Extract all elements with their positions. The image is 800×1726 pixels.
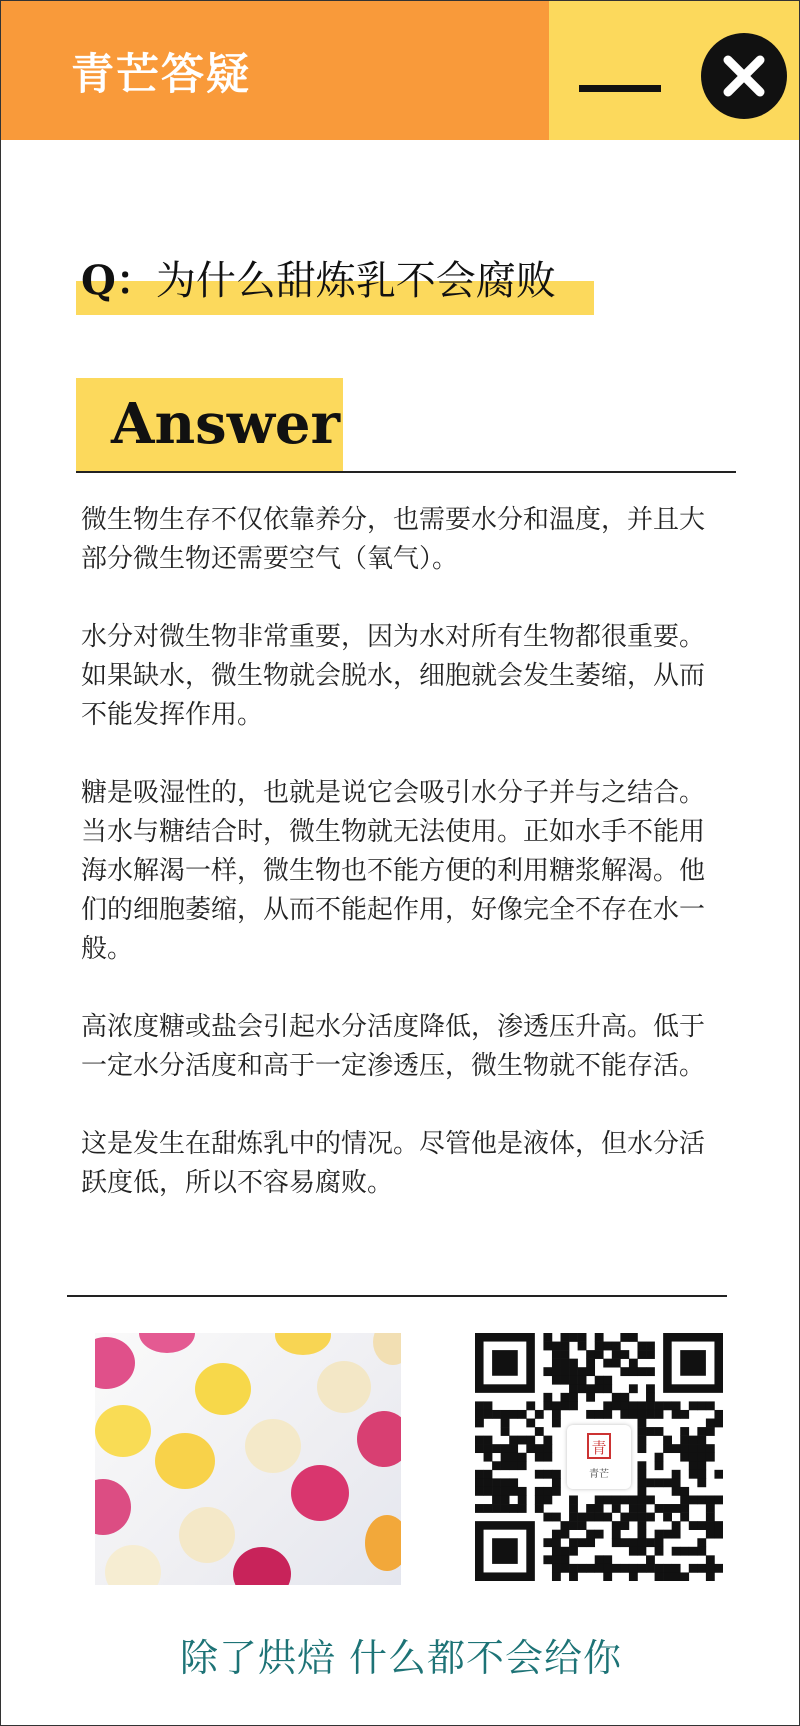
answer-paragraph: 糖是吸湿性的，也就是说它会吸引水分子并与之结合。当水与糖结合时，微生物就无法使用。正如水手不能用海水解渴一样，微生物也不能方便的利用糖浆解渴。他们的细胞萎缩，从而不能起作用，好像完全不存在水一般。 — [81, 778, 706, 964]
header-title-panel — [1, 1, 549, 140]
minimize-button[interactable] — [579, 71, 661, 103]
question-prefix: Q： — [81, 257, 156, 304]
seal-icon: 青 — [587, 1433, 611, 1459]
answer-heading: Answer — [111, 391, 341, 457]
answer-paragraph: 这是发生在甜炼乳中的情况。尽管他是液体，但水分活跃度低，所以不容易腐败。 — [81, 1129, 706, 1198]
answer-body — [81, 501, 715, 1242]
qr-logo-text: 青芒 — [589, 1469, 609, 1480]
qr-code — [475, 1333, 723, 1581]
close-button[interactable] — [701, 33, 787, 119]
answer-paragraph: 微生物生存不仅依靠养分，也需要水分和温度，并且大部分微生物还需要空气（氧气）。 — [81, 505, 706, 574]
macaron-photo — [95, 1333, 401, 1585]
answer-paragraph: 水分对微生物非常重要，因为水对所有生物都很重要。如果缺水，微生物就会脱水，细胞就会发生萎缩，从而不能发挥作用。 — [81, 622, 706, 730]
answer-underline — [76, 471, 736, 473]
header-bar — [1, 1, 799, 140]
app-title: 青芒答疑 — [71, 50, 251, 100]
qr-center-logo — [567, 1425, 631, 1489]
question-text: 为什么甜炼乳不会腐败 — [155, 258, 556, 304]
answer-paragraph: 高浓度糖或盐会引起水分活度降低，渗透压升高。低于一定水分活度和高于一定渗透压，微生物就不能存活。 — [81, 1012, 706, 1081]
question-title — [81, 249, 556, 306]
footer-divider — [67, 1295, 727, 1297]
footer-slogan: 除了烘焙 什么都不会给你 — [179, 1636, 623, 1680]
close-icon — [722, 54, 766, 98]
